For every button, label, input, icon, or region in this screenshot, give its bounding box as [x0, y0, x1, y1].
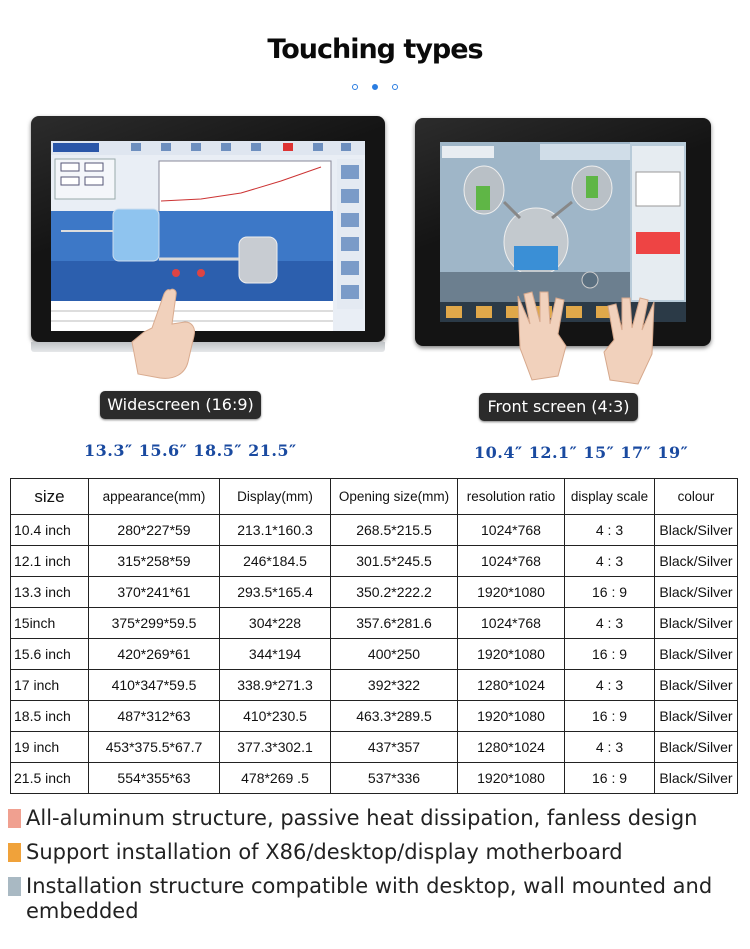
column-header: display scale	[565, 479, 655, 515]
feature-item	[8, 806, 743, 831]
table-cell: 1920*1080	[458, 701, 565, 732]
table-cell: 370*241*61	[89, 577, 220, 608]
table-cell: 15inch	[11, 608, 89, 639]
table-cell: 19 inch	[11, 732, 89, 763]
table-cell: 1920*1080	[458, 639, 565, 670]
table-cell: 315*258*59	[89, 546, 220, 577]
table-cell: 350.2*222.2	[331, 577, 458, 608]
table-cell: 487*312*63	[89, 701, 220, 732]
table-cell: 1280*1024	[458, 670, 565, 701]
table-cell: Black/Silver	[655, 608, 738, 639]
column-header: colour	[655, 479, 738, 515]
table-cell: 16 : 9	[565, 701, 655, 732]
table-cell: Black/Silver	[655, 763, 738, 794]
table-cell: 338.9*271.3	[220, 670, 331, 701]
table-cell: 1920*1080	[458, 577, 565, 608]
column-header: Display(mm)	[220, 479, 331, 515]
touching-hand-icon	[130, 282, 210, 382]
table-cell: 301.5*245.5	[331, 546, 458, 577]
table-cell: 453*375.5*67.7	[89, 732, 220, 763]
table-cell: 4 : 3	[565, 546, 655, 577]
bullet-swatch	[8, 877, 21, 896]
table-cell: 280*227*59	[89, 515, 220, 546]
right-hand-icon	[598, 294, 662, 388]
table-cell: 1280*1024	[458, 732, 565, 763]
table-cell: 16 : 9	[565, 763, 655, 794]
table-cell: 1920*1080	[458, 763, 565, 794]
feature-text: Installation structure compatible with desktop, wall mounted and embedded	[26, 874, 713, 923]
table-cell: 4 : 3	[565, 608, 655, 639]
table-cell: 213.1*160.3	[220, 515, 331, 546]
table-cell: 410*347*59.5	[89, 670, 220, 701]
table-cell: Black/Silver	[655, 639, 738, 670]
table-cell: 410*230.5	[220, 701, 331, 732]
table-cell: 16 : 9	[565, 577, 655, 608]
feature-item	[8, 874, 743, 924]
table-cell: 377.3*302.1	[220, 732, 331, 763]
table-cell: 554*355*63	[89, 763, 220, 794]
table-cell: 357.6*281.6	[331, 608, 458, 639]
table-cell: 17 inch	[11, 670, 89, 701]
table-cell: 12.1 inch	[11, 546, 89, 577]
column-header: size	[11, 479, 89, 515]
table-row	[11, 639, 738, 670]
table-row	[11, 763, 738, 794]
table-cell: 344*194	[220, 639, 331, 670]
table-cell: 18.5 inch	[11, 701, 89, 732]
table-cell: 4 : 3	[565, 732, 655, 763]
table-cell: Black/Silver	[655, 732, 738, 763]
carousel-dot[interactable]	[392, 84, 398, 90]
table-cell: 268.5*215.5	[331, 515, 458, 546]
feature-text: Support installation of X86/desktop/display motherboard	[26, 840, 623, 864]
table-cell: Black/Silver	[655, 515, 738, 546]
table-cell: 375*299*59.5	[89, 608, 220, 639]
table-cell: Black/Silver	[655, 577, 738, 608]
table-cell: Black/Silver	[655, 546, 738, 577]
spec-table	[10, 478, 738, 794]
table-cell: 437*357	[331, 732, 458, 763]
table-cell: 392*322	[331, 670, 458, 701]
table-row	[11, 732, 738, 763]
column-header: appearance(mm)	[89, 479, 220, 515]
table-row	[11, 608, 738, 639]
page-title: Touching types	[267, 34, 483, 65]
table-cell: 537*336	[331, 763, 458, 794]
table-cell: 10.4 inch	[11, 515, 89, 546]
bullet-swatch	[8, 809, 21, 828]
left-hand-icon	[512, 288, 572, 384]
table-cell: 304*228	[220, 608, 331, 639]
widescreen-label: Widescreen (16:9)	[100, 391, 261, 419]
column-header: Opening size(mm)	[331, 479, 458, 515]
carousel-dot[interactable]	[352, 84, 358, 90]
table-cell: 21.5 inch	[11, 763, 89, 794]
bullet-swatch	[8, 843, 21, 862]
table-cell: 13.3 inch	[11, 577, 89, 608]
table-row	[11, 515, 738, 546]
table-cell: 478*269 .5	[220, 763, 331, 794]
feature-item	[8, 840, 743, 865]
feature-text: All-aluminum structure, passive heat dissipation, fanless design	[26, 806, 698, 830]
carousel-indicator	[0, 84, 750, 90]
table-cell: 246*184.5	[220, 546, 331, 577]
table-cell: 4 : 3	[565, 670, 655, 701]
feature-list	[8, 806, 743, 933]
table-row	[11, 546, 738, 577]
table-cell: 16 : 9	[565, 639, 655, 670]
table-row	[11, 577, 738, 608]
table-row	[11, 670, 738, 701]
table-cell: 4 : 3	[565, 515, 655, 546]
widescreen-sizes: 13.3″ 15.6″ 18.5″ 21.5″	[84, 441, 297, 460]
table-cell: 293.5*165.4	[220, 577, 331, 608]
table-cell: 1024*768	[458, 546, 565, 577]
table-cell: 1024*768	[458, 608, 565, 639]
column-header: resolution ratio	[458, 479, 565, 515]
table-cell: 463.3*289.5	[331, 701, 458, 732]
table-row	[11, 701, 738, 732]
front-screen-label: Front screen (4:3)	[479, 393, 638, 421]
table-cell: Black/Silver	[655, 701, 738, 732]
table-cell: 15.6 inch	[11, 639, 89, 670]
table-cell: 420*269*61	[89, 639, 220, 670]
table-header-row	[11, 479, 738, 515]
front-screen-sizes: 10.4″ 12.1″ 15″ 17″ 19″	[474, 443, 689, 462]
table-cell: Black/Silver	[655, 670, 738, 701]
table-cell: 400*250	[331, 639, 458, 670]
table-cell: 1024*768	[458, 515, 565, 546]
carousel-dot-active[interactable]	[372, 84, 378, 90]
